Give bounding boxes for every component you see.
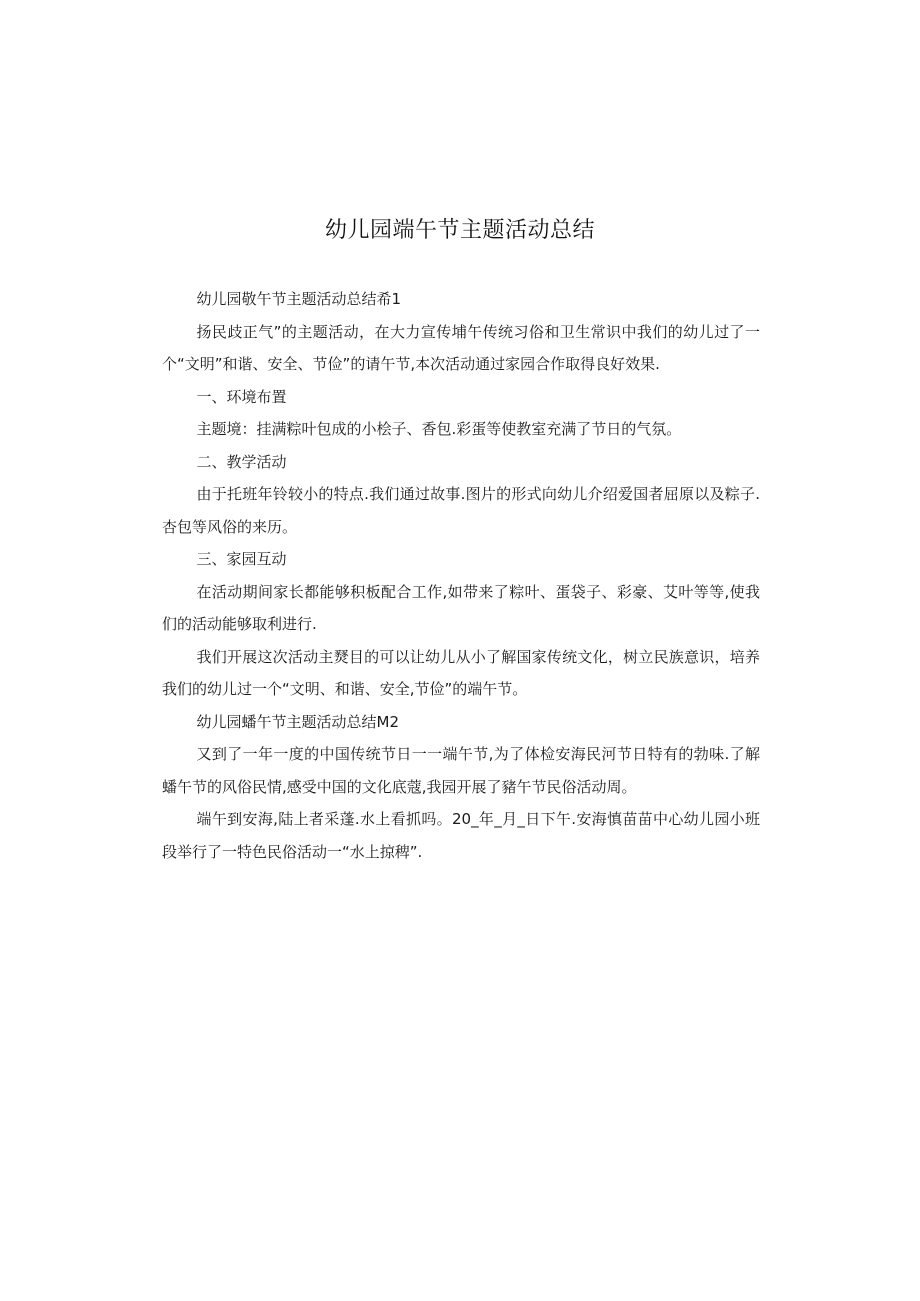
section-heading-environment: 一、环境布置: [196, 387, 287, 406]
document-title: 幼儿园端午节主题活动总结: [324, 218, 595, 243]
paragraph-festival: 又到了一年一度的中国传统节日一一端午节,为了体检安海民河节日特有的勃味.了解蟠午节的风俗民情,感受中国的文化底蔻,我园开展了豬午节民俗活动周。: [162, 745, 760, 796]
paragraph-home-school: 在活动期间家长都能够积板配合工作,如带来了粽叶、蛋袋子、彩豪、艾叶等等,使我们的活动能够取利进行.: [162, 582, 760, 633]
section-heading-home-school: 三、家园互动: [196, 550, 287, 568]
paragraph-purpose: 我们开展这次活动主燹目的可以让幼儿从小了解国家传统文化，树立民族意识，培养我们的幼儿过一个“文明、和谐、安全,节俭”的端午节。: [162, 647, 760, 698]
document-body: [162, 283, 760, 868]
section-heading-teaching: 二、教学活动: [196, 452, 287, 471]
paragraph-event: 端午到安海,陆上者采蓬.水上看抓吗。20_年_月_日下午.安海慎苗苗中心幼儿园小班段举行了一特色民俗活动一“水上掠稗”.: [162, 810, 760, 861]
paragraph-subtitle-2: 幼儿园蟠午节主题活动总结M2: [196, 712, 399, 731]
paragraph-environment: 主题境：挂满粽叶包成的小桧子、香包.彩蛋等使教室充满了节日的气氛。: [196, 420, 682, 438]
paragraph-subtitle-1: 幼儿园敬午节主题活动总结希1: [196, 290, 402, 308]
paragraph-teaching: 由于托班年铃较小的特点.我们通过故事.图片的形式向幼儿介绍爱国者屈原以及粽子.杏包等风俗的来历。: [162, 485, 760, 536]
paragraph-intro: 扬民歧正气”的主题活动，在大力宣传埔午传统习俗和卫生常识中我们的幼儿过了一个“文明”和谐、安全、节俭”的请午节,本次活动通过家园合作取得良好效果.: [162, 322, 760, 373]
